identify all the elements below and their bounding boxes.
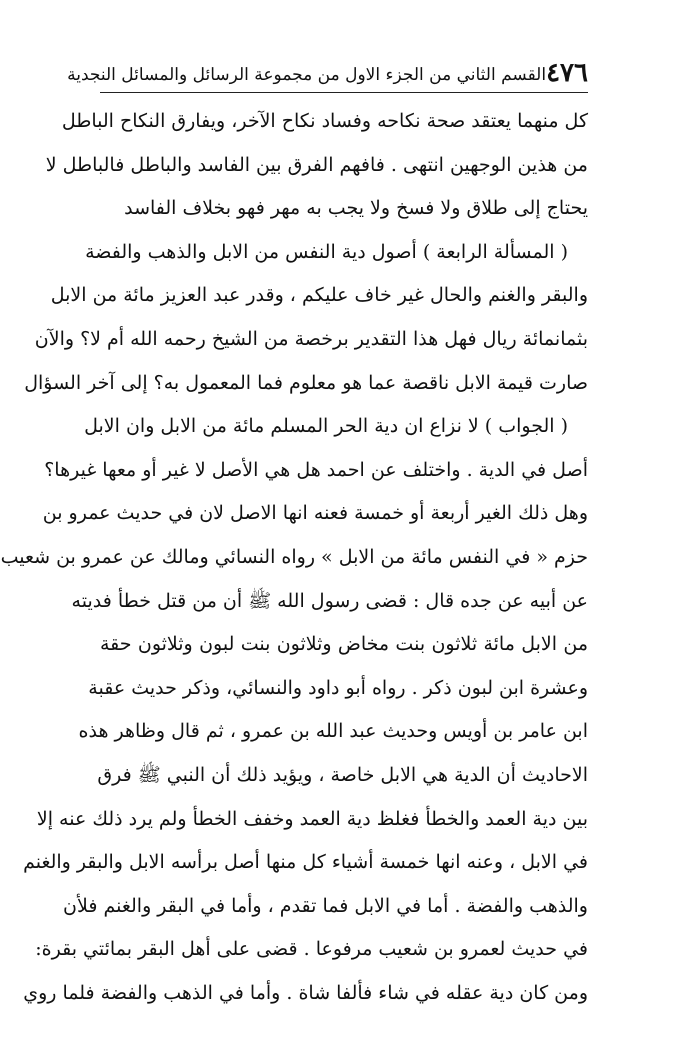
text-line-6: بثمانمائة ريال فهل هذا التقدير برخصة من الشيخ رحمه الله أم لا؟ والآن <box>34 327 588 350</box>
text-line-12: عن أبيه عن جده قال : قضى رسول الله ﷺ أن من قتل خطأ فديته <box>71 589 588 612</box>
text-line-9: أصل في الدية . واختلف عن احمد هل هي الأصل لا غير أو معها غيرها؟ <box>44 458 588 481</box>
text-line-20: في حديث لعمرو بن شعيب مرفوعا . قضى على أهل البقر بمائتي بقرة: <box>35 938 588 961</box>
running-title: القسم الثاني من الجزء الاول من مجموعة الرسائل والمسائل النجدية <box>67 65 547 85</box>
text-line-3: يحتاج إلى طلاق ولا فسخ ولا يجب به مهر فهو بخلاف الفاسد <box>124 197 588 220</box>
text-line-16: الاحاديث أن الدية هي الابل خاصة ، ويؤيد ذلك أن النبي ﷺ فرق <box>97 763 588 786</box>
text-line-18: في الابل ، وعنه انها خمسة أشياء كل منها أصل برأسه الابل والبقر والغنم <box>23 851 588 874</box>
text-line-17: بين دية العمد والخطأ فغلظ دية العمد وخفف الخطأ ولم يرد ذلك عنه إلا <box>36 807 588 830</box>
body-text <box>0 100 588 1015</box>
text-line-10: وهل ذلك الغير أربعة أو خمسة فعنه انها الاصل لان في حديث عمرو بن <box>42 502 588 525</box>
header-divider <box>100 92 588 93</box>
text-line-2: من هذين الوجهين انتهى . فافهم الفرق بين الفاسد والباطل فالباطل لا <box>45 153 588 176</box>
page-number: ٤٧٦ <box>546 58 588 88</box>
text-line-15: ابن عامر بن أويس وحديث عبد الله بن عمرو ، ثم قال وظاهر هذه <box>78 720 588 743</box>
text-line-13: من الابل مائة ثلاثون بنت مخاض وثلاثون بنت لبون وثلاثون حقة <box>100 633 588 656</box>
text-line-1: كل منهما يعتقد صحة نكاحه وفساد نكاح الآخر، ويفارق النكاح الباطل <box>61 110 588 132</box>
text-line-4: ( المسألة الرابعة ) أصول دية النفس من الابل والذهب والفضة <box>85 240 568 263</box>
text-line-5: والبقر والغنم والحال غير خاف عليكم ، وقدر عبد العزيز مائة من الابل <box>50 284 588 307</box>
text-line-19: والذهب والفضة . أما في الابل فما تقدم ، وأما في البقر والغنم فلأن <box>63 894 588 917</box>
text-line-8: ( الجواب ) لا نزاع ان دية الحر المسلم مائة من الابل وان الابل <box>84 415 568 438</box>
text-line-14: وعشرة ابن لبون ذكر . رواه أبو داود والنسائي، وذكر حديث عقبة <box>88 676 588 699</box>
text-line-7: صارت قيمة الابل ناقصة عما هو معلوم فما المعمول به؟ إلى آخر السؤال <box>24 371 588 394</box>
text-line-21: ومن كان دية عقله في شاء فألفا شاة . وأما في الذهب والفضة فلما روي <box>23 981 588 1004</box>
text-line-11: حزم « في النفس مائة من الابل » رواه النسائي ومالك عن عمرو بن شعيب <box>0 545 588 568</box>
page-header <box>67 52 588 88</box>
